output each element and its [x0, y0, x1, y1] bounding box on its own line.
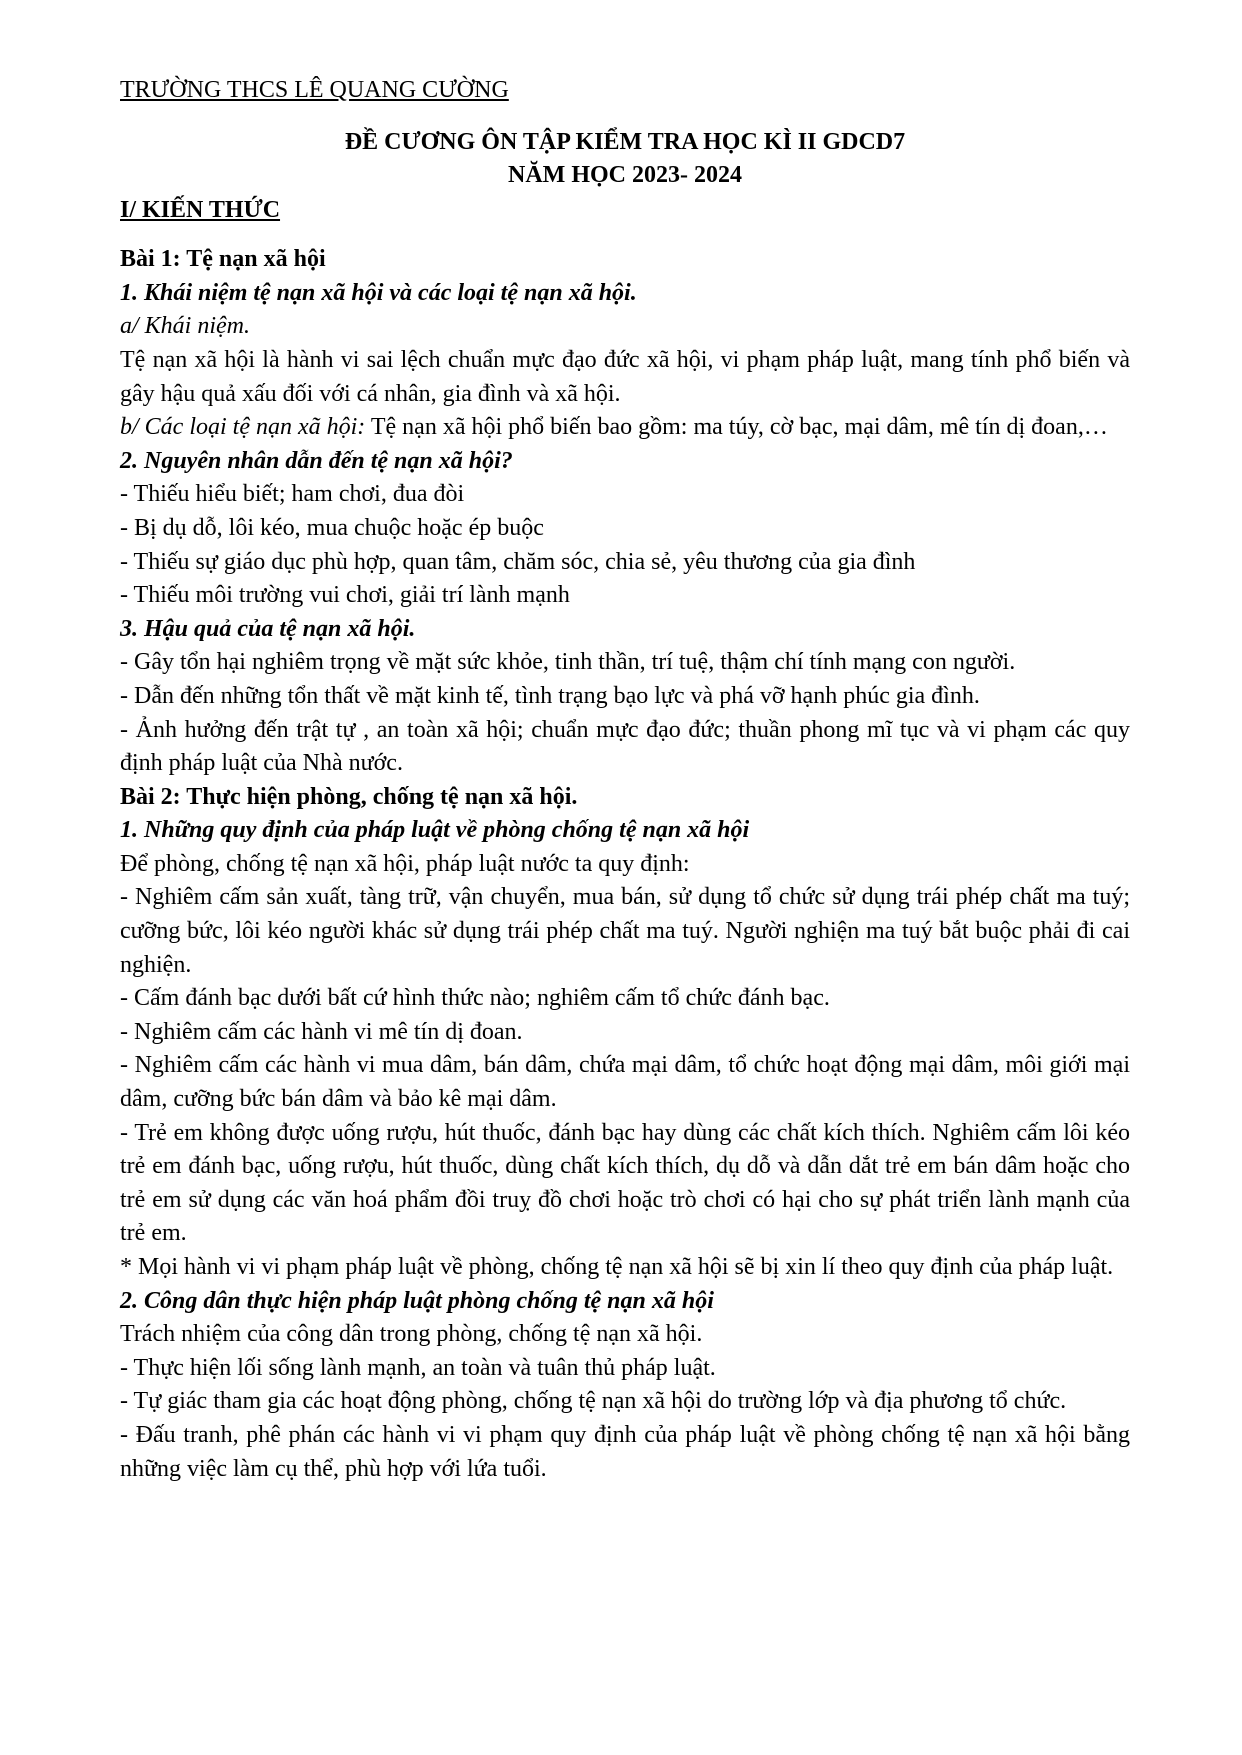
types-paragraph — [120, 411, 1130, 445]
lesson-1-heading-3: 3. Hậu quả của tệ nạn xã hội. — [120, 615, 416, 642]
lesson-2-heading-1: 1. Những quy định của pháp luật về phòng chống tệ nạn xã hội — [120, 817, 750, 844]
lesson-1-title: Bài 1: Tệ nạn xã hội — [120, 246, 326, 273]
duty-item: - Thực hiện lối sống lành mạnh, an toàn và tuân thủ pháp luật. — [120, 1354, 716, 1381]
lesson-2-title: Bài 2: Thực hiện phòng, chống tệ nạn xã hội. — [120, 783, 578, 810]
rules-intro: Để phòng, chống tệ nạn xã hội, pháp luật nước ta quy định: — [120, 850, 690, 877]
rule-item: - Nghiêm cấm sản xuất, tàng trữ, vận chuyển, mua bán, sử dụng tổ chức sử dụng trái phép chất ma tuý; cưỡng bức, lôi kéo người khác sử dụng trái phép chất ma tuý. Người nghiện ma tuý bắt buộc phải đi cai nghiện. — [120, 884, 1130, 978]
document-title: ĐỀ CƯƠNG ÔN TẬP KIỂM TRA HỌC KÌ II GDCD7 — [344, 128, 906, 155]
rule-item: - Nghiêm cấm các hành vi mua dâm, bán dâm, chứa mại dâm, tổ chức hoạt động mại dâm, môi giới mại dâm, cưỡng bức bán dâm và bảo kê mại dâm. — [120, 1052, 1130, 1113]
types-label: b/ Các loại tệ nạn xã hội: — [120, 414, 366, 441]
duties-intro: Trách nhiệm của công dân trong phòng, chống tệ nạn xã hội. — [120, 1321, 703, 1348]
effect-item: - Ảnh hưởng đến trật tự , an toàn xã hội; chuẩn mực đạo đức; thuần phong mĩ tục và vi phạm các quy định pháp luật của Nhà nước. — [120, 716, 1130, 777]
rule-item: - Nghiêm cấm các hành vi mê tín dị đoan. — [120, 1018, 523, 1045]
lesson-1-heading-1: 1. Khái niệm tệ nạn xã hội và các loại tệ nạn xã hội. — [120, 279, 637, 306]
cause-item: - Thiếu sự giáo dục phù hợp, quan tâm, chăm sóc, chia sẻ, yêu thương của gia đình — [120, 548, 916, 575]
cause-item: - Bị dụ dỗ, lôi kéo, mua chuộc hoặc ép buộc — [120, 514, 544, 541]
rule-note: * Mọi hành vi vi phạm pháp luật về phòng, chống tệ nạn xã hội sẽ bị xin lí theo quy định của pháp luật. — [120, 1254, 1114, 1280]
lesson-2-heading-2: 2. Công dân thực hiện pháp luật phòng chống tệ nạn xã hội — [120, 1287, 714, 1314]
effect-item: - Gây tổn hại nghiêm trọng về mặt sức khỏe, tinh thần, trí tuệ, thậm chí tính mạng con người. — [120, 649, 1016, 676]
section-heading-knowledge: I/ KIẾN THỨC — [120, 196, 281, 223]
rule-item: - Trẻ em không được uống rượu, hút thuốc, đánh bạc hay dùng các chất kích thích. Nghiêm cấm lôi kéo trẻ em đánh bạc, uống rượu, hút thuốc, dùng chất kích thích, dụ dỗ và dẫn dắt trẻ em bán dâm hoặc cho trẻ em sử dụng các văn hoá phẩm đồi truỵ đồ chơi hoặc trò chơi có hại cho sự phát triển lành mạnh của trẻ em. — [120, 1119, 1130, 1247]
rule-item: - Cấm đánh bạc dưới bất cứ hình thức nào; nghiêm cấm tổ chức đánh bạc. — [120, 985, 830, 1012]
definition-text: Tệ nạn xã hội là hành vi sai lệch chuẩn mực đạo đức xã hội, vi phạm pháp luật, mang tính phổ biến và gây hậu quả xấu đối với cá nhân, gia đình và xã hội. — [120, 346, 1130, 407]
duty-item: - Tự giác tham gia các hoạt động phòng, chống tệ nạn xã hội do trường lớp và địa phương tổ chức. — [120, 1388, 1067, 1415]
lesson-1-heading-2: 2. Nguyên nhân dẫn đến tệ nạn xã hội? — [120, 447, 513, 474]
effect-item: - Dẫn đến những tổn thất về mặt kinh tế, tình trạng bạo lực và phá vỡ hạnh phúc gia đình. — [120, 682, 980, 709]
definition-label: a/ Khái niệm. — [120, 313, 250, 340]
cause-item: - Thiếu môi trường vui chơi, giải trí lành mạnh — [120, 582, 570, 609]
school-name: TRƯỜNG THCS LÊ QUANG CƯỜNG — [120, 77, 509, 103]
school-year: NĂM HỌC 2023- 2024 — [508, 161, 742, 188]
duty-item: - Đấu tranh, phê phán các hành vi vi phạm quy định của pháp luật về phòng chống tệ nạn xã hội bằng những việc làm cụ thể, phù hợp với lứa tuổi. — [120, 1421, 1130, 1482]
cause-item: - Thiếu hiểu biết; ham chơi, đua đòi — [120, 481, 465, 508]
types-text: Tệ nạn xã hội phổ biến bao gồm: ma túy, cờ bạc, mại dâm, mê tín dị đoan,… — [365, 414, 1108, 441]
